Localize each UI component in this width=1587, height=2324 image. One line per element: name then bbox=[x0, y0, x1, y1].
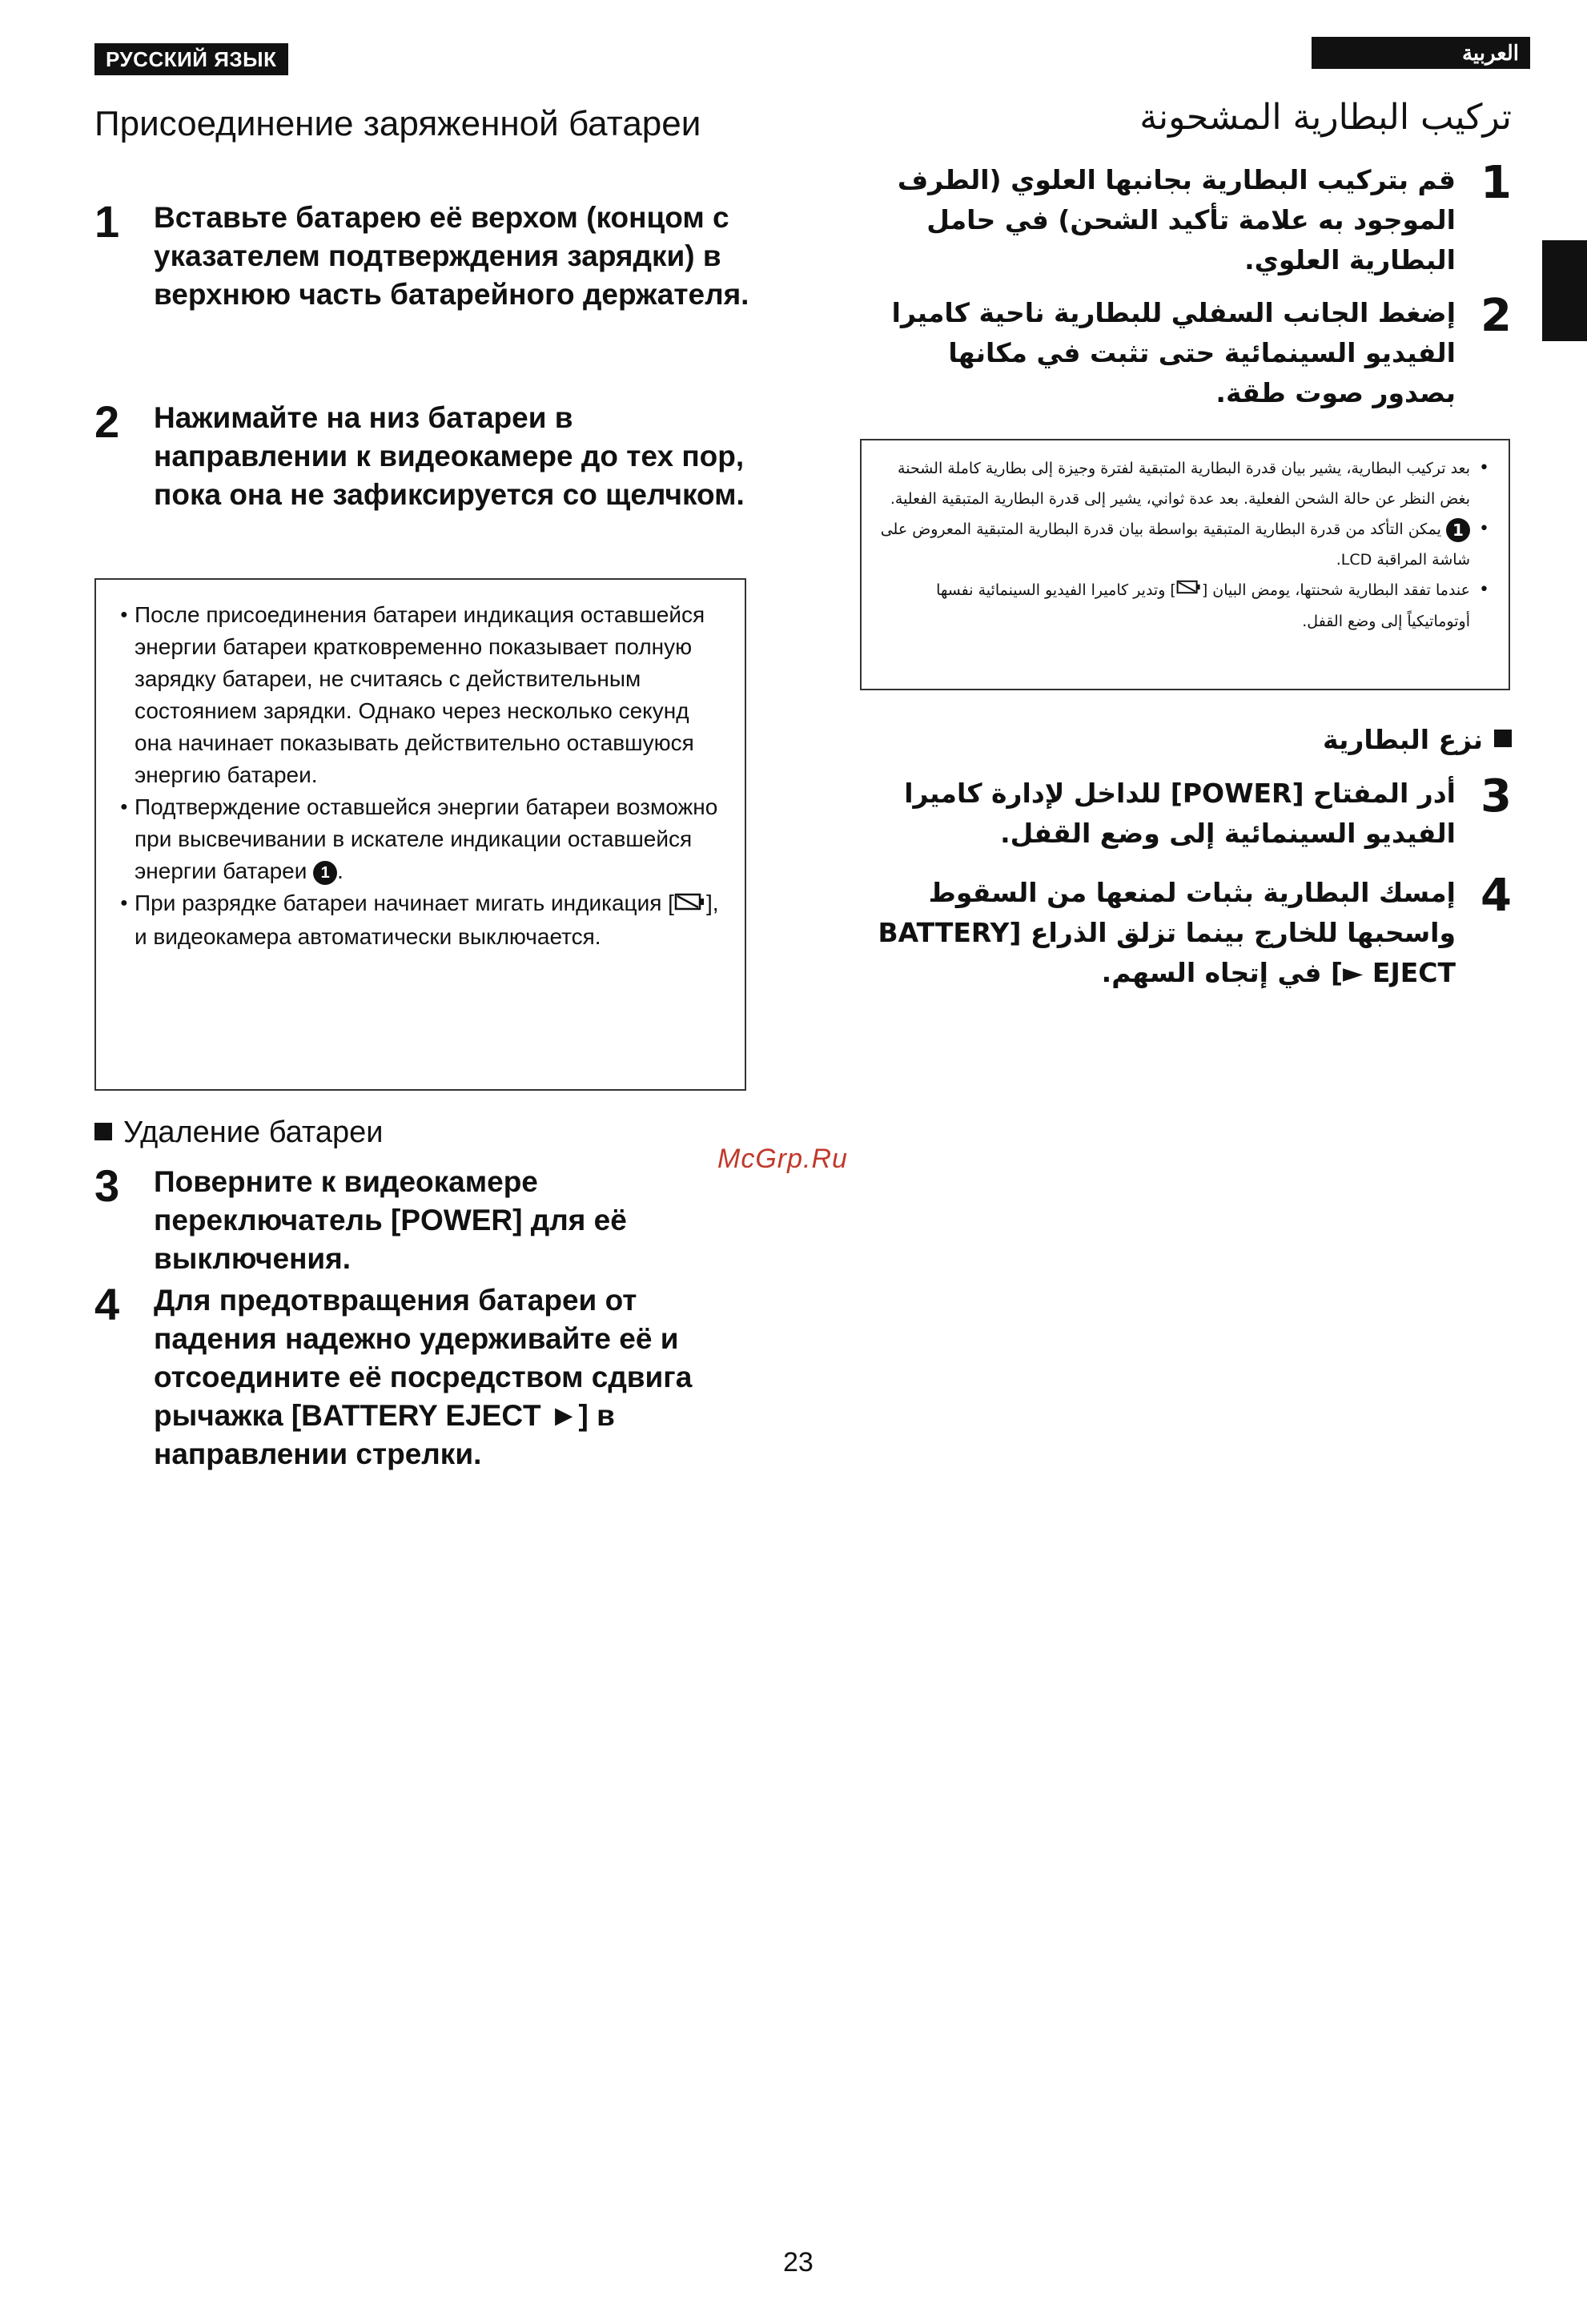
step-number: 1 bbox=[94, 196, 120, 247]
section-side-tab bbox=[1542, 240, 1587, 341]
step-text: إمسك البطارية بثبات لمنعها من السقوط واسحبها للخارج بينما تزلق الذراع [BATTERY EJECT ►] في إتجاه السهم. bbox=[878, 877, 1456, 988]
ru-note-item: ● При разрядке батареи начинает мигать индикация [ ], и видеокамера автоматически выключается. bbox=[135, 887, 725, 953]
battery-empty-icon bbox=[674, 889, 706, 921]
step-text: إضغط الجانب السفلي للبطارية ناحية كاميرا الفيديو السينمائية حتى تثبت في مكانها بصدور صوت طقة. bbox=[891, 297, 1456, 408]
ar-note-item: • بعد تركيب البطارية، يشير بيان قدرة البطارية المتبقية لفترة وجيزة إلى بطارية كاملة الشحنة بغض النظر عن حالة الشحن الفعلية. بعد عدة ثواني، يشير إلى قدرة البطارية المتبقية الفعلية. bbox=[878, 453, 1470, 514]
ar-notes-box bbox=[860, 439, 1510, 690]
step-number: 2 bbox=[1481, 290, 1512, 342]
ar-note-item: • 1 يمكن التأكد من قدرة البطارية المتبقية بواسطة بيان قدرة البطارية المتبقية المعروض على شاشة المراقبة LCD. bbox=[878, 514, 1470, 575]
circled-number-icon: 1 bbox=[1446, 518, 1470, 542]
ar-step-1 bbox=[865, 157, 1512, 280]
ar-step-3 bbox=[865, 770, 1512, 854]
step-number: 3 bbox=[1481, 770, 1512, 822]
circled-number-icon: 1 bbox=[313, 861, 337, 885]
watermark: McGrp.Ru bbox=[717, 1144, 848, 1174]
ar-step-2 bbox=[865, 290, 1512, 413]
ru-page-title: Присоединение заряженной батареи bbox=[94, 104, 701, 143]
step-text: Нажимайте на низ батареи в направлении к видеокамере до тех пор, пока она не зафиксируется со щелчком. bbox=[154, 401, 745, 511]
step-text: أدر المفتاح [POWER] للداخل لإدارة كاميرا الفيديو السينمائية إلى وضع القفل. bbox=[904, 778, 1456, 849]
ru-step-2 bbox=[94, 396, 751, 514]
ar-subheading: نزع البطارية bbox=[1121, 721, 1512, 759]
ru-step-3 bbox=[94, 1160, 751, 1278]
step-number: 3 bbox=[94, 1160, 120, 1211]
ar-note-item: • عندما تفقد البطارية شحنتها، يومض البيان [] وتدير كاميرا الفيديو السينمائية نفسها أوتوماتيكياً إلى وضع القفل. bbox=[878, 575, 1470, 637]
battery-empty-icon bbox=[1176, 576, 1202, 606]
ar-step-4 bbox=[865, 870, 1512, 993]
step-text: Вставьте батарею её верхом (концом с указателем подтверждения зарядки) в верхнюю часть батарейного держателя. bbox=[154, 201, 749, 311]
step-text: Для предотвращения батареи от падения надежно удерживайте её и отсоедините её посредством сдвига рычажка [BATTERY EJECT ►] в направлении стрелки. bbox=[154, 1284, 693, 1470]
step-number: 2 bbox=[94, 396, 120, 447]
step-number: 1 bbox=[1481, 157, 1512, 209]
step-number: 4 bbox=[1481, 870, 1512, 922]
language-tag-arabic: العربية bbox=[1312, 37, 1530, 69]
square-bullet-icon bbox=[1494, 730, 1512, 747]
ru-step-1 bbox=[94, 196, 751, 314]
square-bullet-icon bbox=[94, 1123, 112, 1140]
ru-note-item: ● Подтверждение оставшейся энергии батареи возможно при высвечивании в искателе индикации оставшейся энергии батареи 1 . bbox=[135, 791, 725, 887]
step-text: قم بتركيب البطارية بجانبها العلوي (الطرف الموجود به علامة تأكيد الشحن) في حامل البطارية العلوي. bbox=[897, 164, 1456, 275]
ar-page-title: تركيب البطارية المشحونة bbox=[1139, 97, 1512, 138]
step-text: Поверните к видеокамере переключатель [POWER] для её выключения. bbox=[154, 1165, 627, 1275]
ru-step-4 bbox=[94, 1281, 751, 1474]
ru-subheading: Удаление батареи bbox=[94, 1113, 383, 1152]
step-number: 4 bbox=[94, 1279, 120, 1329]
page-number: 23 bbox=[783, 2247, 814, 2278]
ru-notes-box bbox=[94, 578, 746, 1091]
language-tag-russian: РУССКИЙ ЯЗЫК bbox=[94, 43, 288, 75]
ru-note-item: ● После присоединения батареи индикация оставшейся энергии батареи кратковременно показывает полную зарядку батареи, не считаясь с действительным состоянием зарядки. Однако через несколько секунд она начинает показывать действительно оставшуюся энергию батареи. bbox=[135, 599, 725, 791]
